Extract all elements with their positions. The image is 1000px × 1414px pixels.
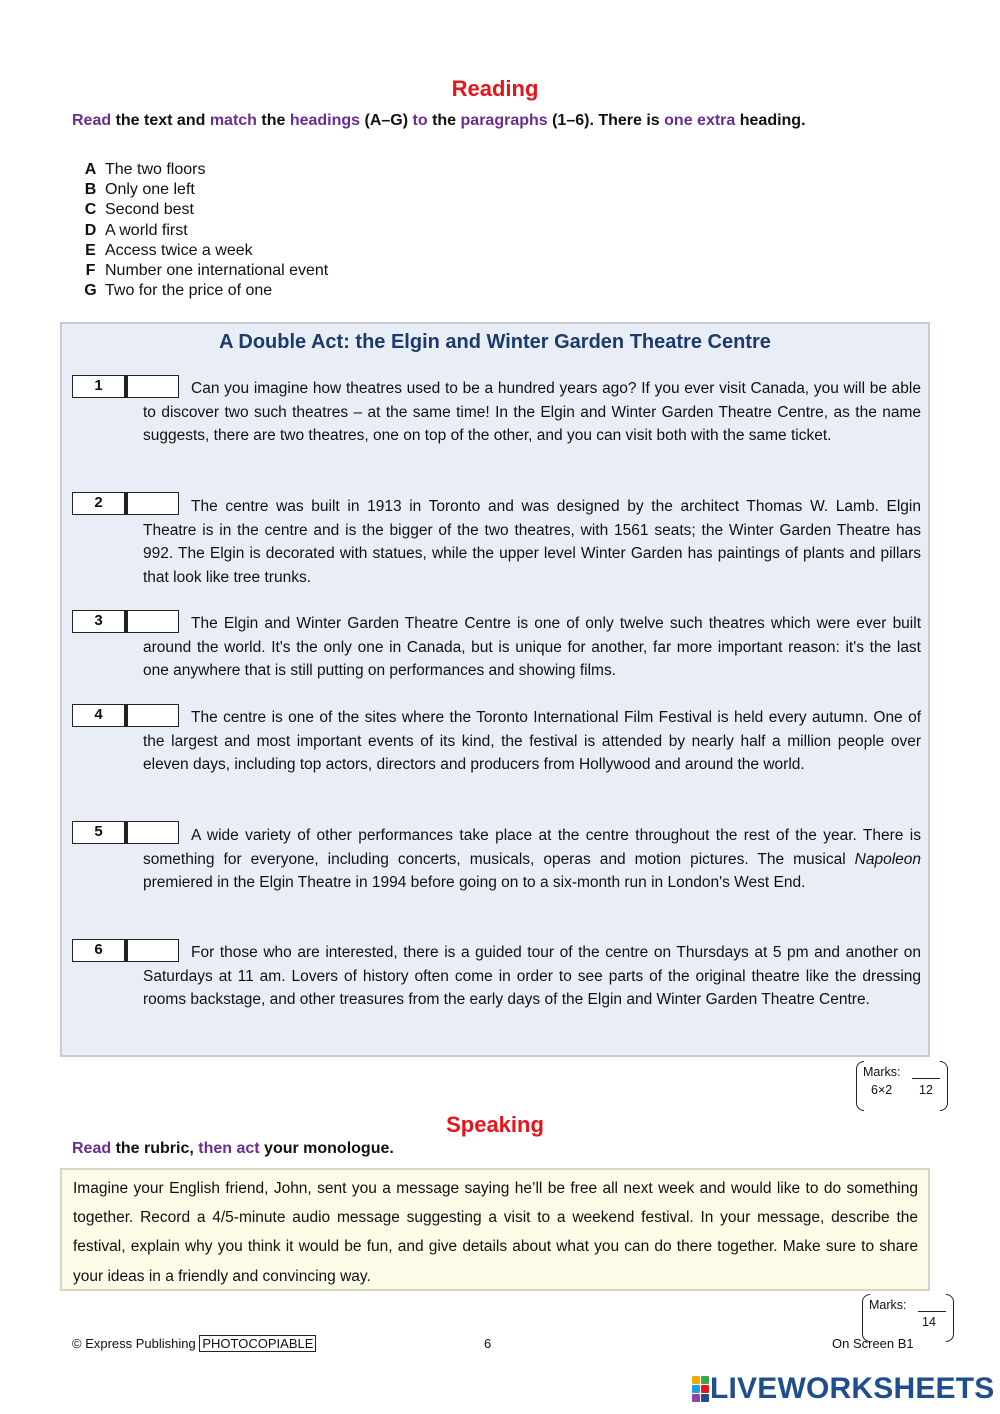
paragraph-6: For those who are interested, there is a guided tour of the centre on Thursdays at 5 pm and another on Saturdays at 11 am. Lovers of history often come in order to see parts of the original theatre like the dressing rooms backstage, and other treasures from the early days of the Elgin and Winter Garden Theatre Centre.: [143, 944, 921, 1009]
heading-item-d: D A world first: [84, 221, 188, 239]
page-number: 6: [484, 1336, 492, 1351]
paragraph-number-3: 3: [72, 610, 125, 633]
paragraph-1: Can you imagine how theatres used to be a hundred years ago? If you ever visit Canada, you will be able to discover two such theatres – at the same time! In the Elgin and Winter Garden Theatre Centre, as the name suggests, there are two theatres, one on top of the other, and you can visit both with the same ticket.: [143, 380, 921, 445]
book-title: On Screen B1: [832, 1336, 914, 1351]
heading-item-c: C Second best: [84, 201, 194, 219]
liveworksheets-wordmark: LIVEWORKSHEETS: [710, 1372, 995, 1405]
heading-item-a: A The two floors: [84, 161, 206, 179]
speaking-instruction: Read the rubric, then act your monologue.: [72, 1140, 394, 1157]
paragraph-number-5: 5: [72, 821, 125, 844]
liveworksheets-icon: [692, 1376, 708, 1402]
heading-item-b: B Only one left: [84, 181, 195, 199]
reading-marks: Marks: 6×2 12: [856, 1061, 948, 1111]
heading-item-g: G Two for the price of one: [84, 282, 273, 300]
heading-item-e: E Access twice a week: [85, 241, 253, 259]
paragraph-3: The Elgin and Winter Garden Theatre Centre is one of only twelve such theatres which were ever built around the world. It's the only one in Canada, but is unique for another, far more important reason: it's the last one anywhere that is still putting on performances and showing films.: [143, 615, 921, 680]
article-title: A Double Act: the Elgin and Winter Garden Theatre Centre: [219, 331, 771, 353]
paragraph-number-2: 2: [72, 492, 125, 515]
speaking-rubric: Imagine your English friend, John, sent you a message saying he’ll be free all next week and would like to do something together. Record a 4/5-minute audio message suggesting a visit to a weekend festival. In your message, describe the festival, explain why you think it would be fun, and give details about what you can do there together. Make sure to share your ideas in a friendly and convincing way.: [60, 1168, 930, 1291]
liveworksheets-logo: [692, 1372, 995, 1406]
photocopiable-label: PHOTOCOPIABLE: [199, 1335, 316, 1352]
paragraph-number-6: 6: [72, 939, 125, 962]
paragraph-5: A wide variety of other performances take place at the centre throughout the rest of the year. There is something for everyone, including concerts, musicals, operas and motion pictures. The musical Napoleon premiered in the Elgin Theatre in 1994 before going on to a six-month run in London's West End.: [143, 827, 921, 892]
reading-title: Reading: [451, 76, 539, 101]
reading-instruction: Read the text and match the headings (A–G) to the paragraphs (1–6). There is one extra heading.: [72, 112, 806, 129]
paragraph-number-1: 1: [72, 375, 125, 398]
heading-item-f: F Number one international event: [85, 262, 329, 280]
speaking-title: Speaking: [446, 1112, 544, 1137]
paragraph-number-4: 4: [72, 704, 125, 727]
paragraph-4: The centre is one of the sites where the Toronto International Film Festival is held every autumn. One of the largest and most important events of its kind, the festival is attended by nearly half a million people over eleven days, including top actors, directors and producers from Hollywood and around the world.: [143, 709, 921, 774]
headings-list: [76, 160, 328, 301]
footer-copyright: © Express Publishing PHOTOCOPIABLE: [72, 1336, 316, 1351]
paragraph-2: The centre was built in 1913 in Toronto and was designed by the architect Thomas W. Lamb. Elgin Theatre is in the centre and is the bigger of the two theatres, with 1561 seats; the Winter Garden Theatre has 992. The Elgin is decorated with statues, while the upper level Winter Garden has paintings of plants and pillars that look like tree trunks.: [143, 498, 921, 586]
article-box: [60, 322, 930, 1057]
speaking-marks: Marks: 14: [862, 1294, 954, 1342]
